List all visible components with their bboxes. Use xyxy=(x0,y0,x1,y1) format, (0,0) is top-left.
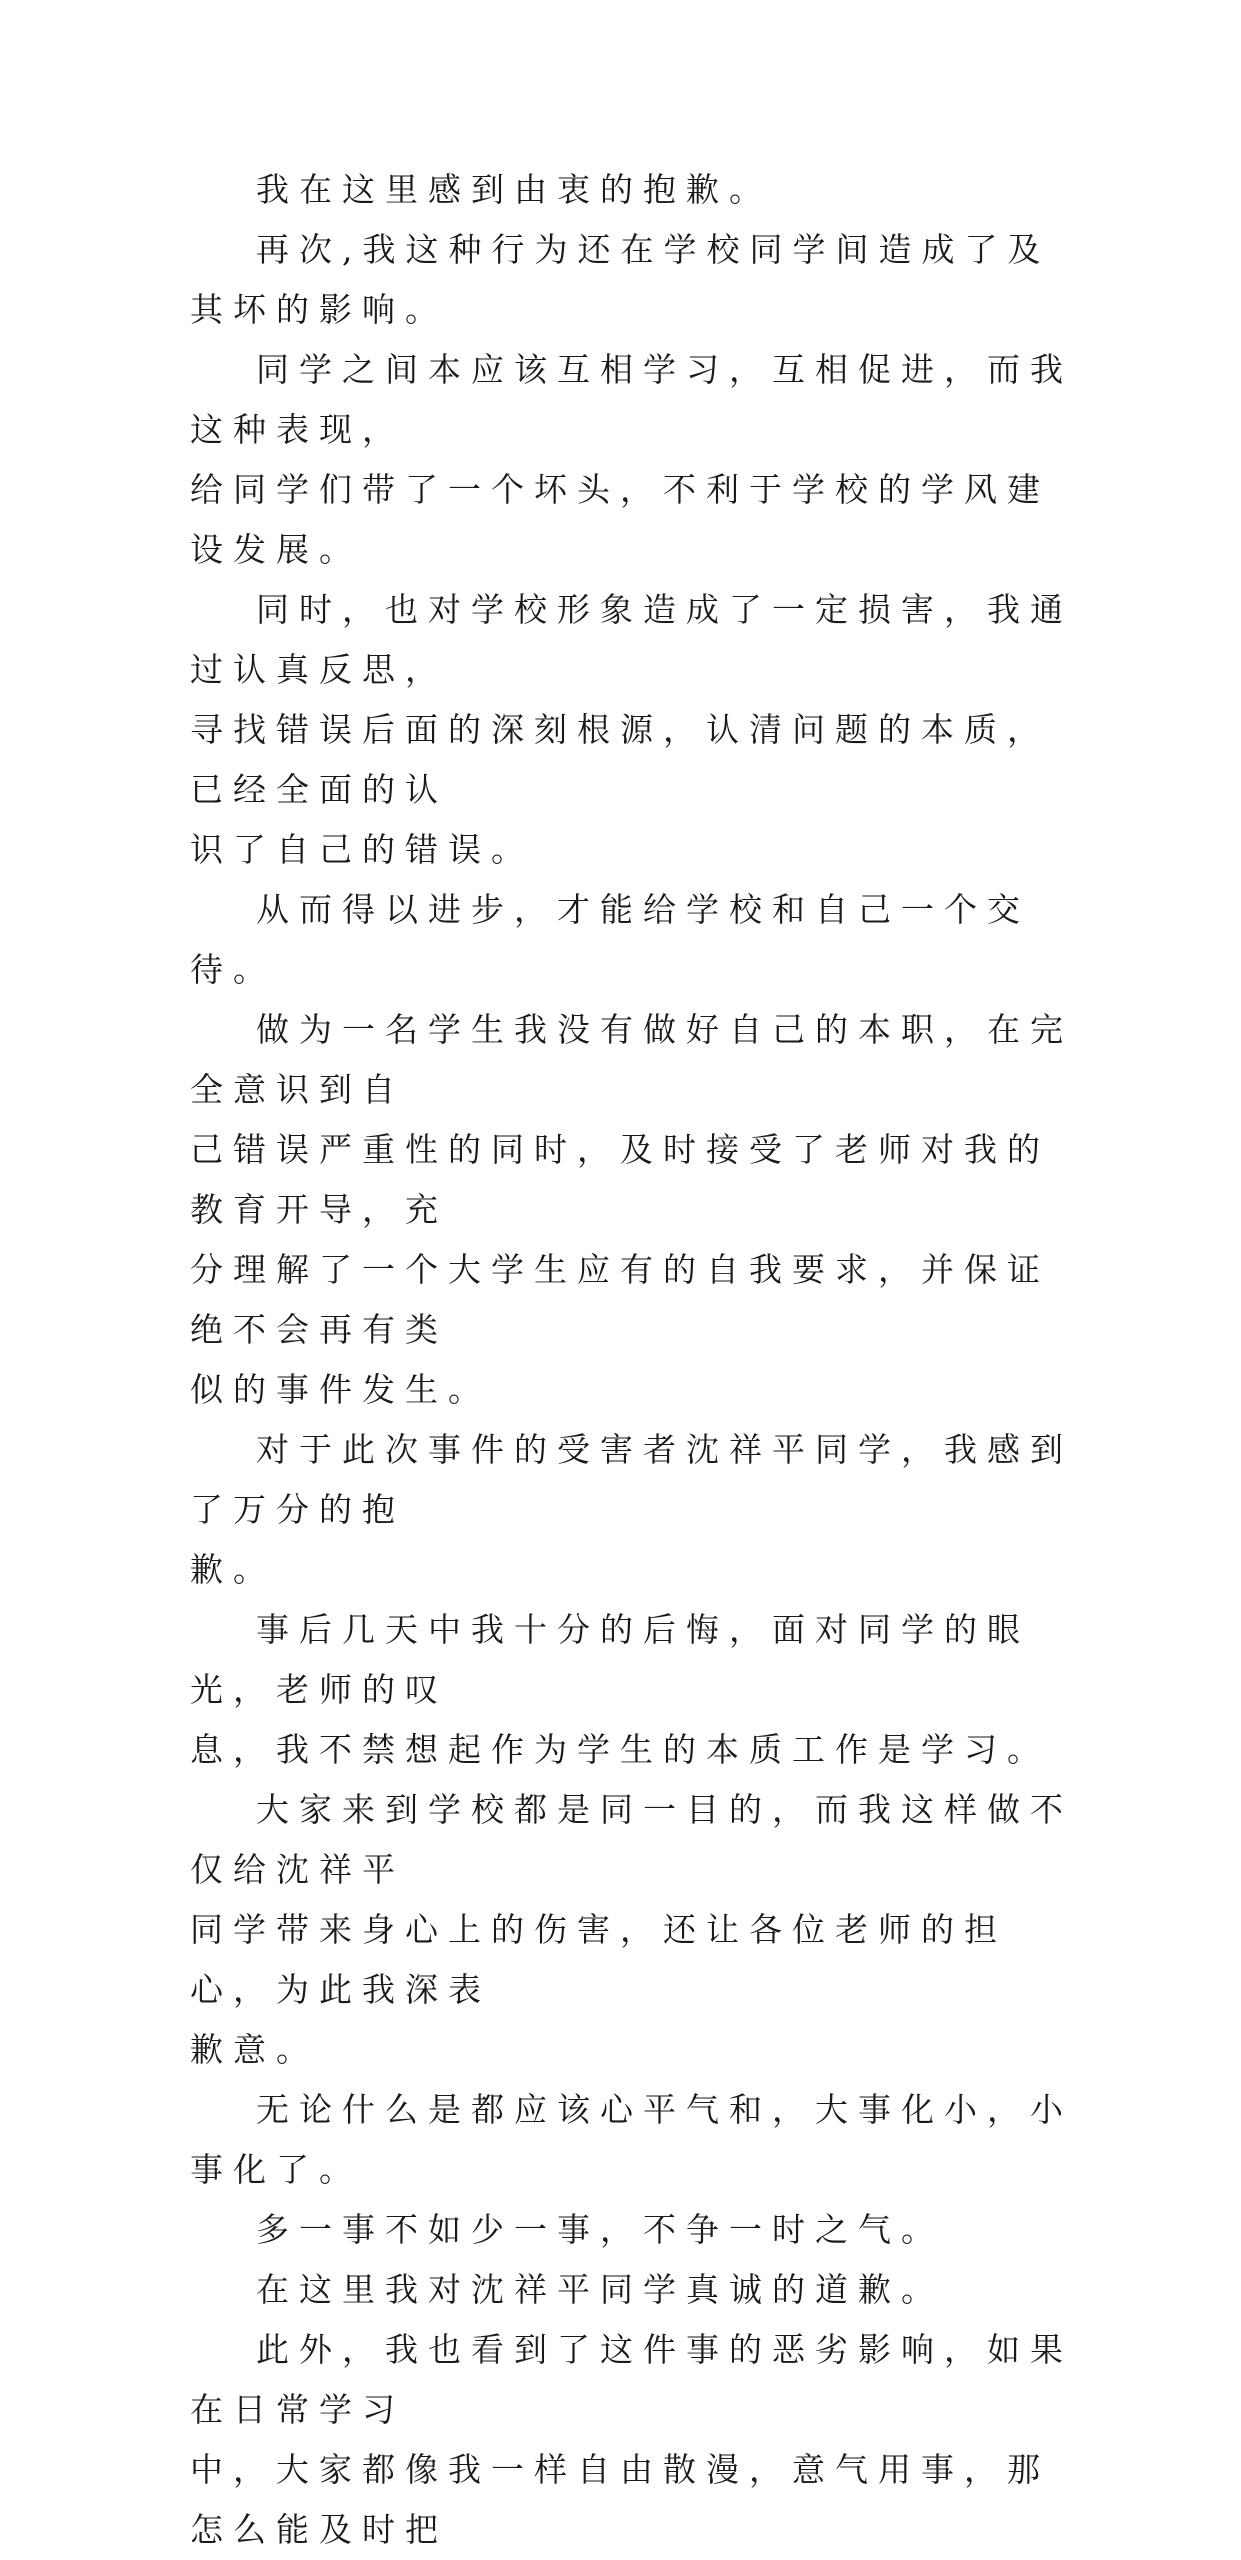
paragraph: 大家来到学校都是同一目的，而我这样做不仅给沈祥平 同学带来身心上的伤害，还让各位老师的担心，为此我深表 歉意。 xyxy=(190,1790,1073,2069)
paragraph: 在这里我对沈祥平同学真诚的道歉。 xyxy=(256,2270,944,2309)
paragraph: 无论什么是都应该心平气和，大事化小，小事化了。 xyxy=(190,2090,1073,2189)
document-body xyxy=(190,160,1080,2560)
paragraph: 再次,我这种行为还在学校同学间造成了及其坏的影响。 xyxy=(190,230,1051,329)
paragraph: 同时，也对学校形象造成了一定损害，我通过认真反思， 寻找错误后面的深刻根源，认清问题的本质，已经全面的认 识了自己的错误。 xyxy=(190,590,1073,869)
paragraph: 我在这里感到由衷的抱歉。 xyxy=(256,170,772,209)
paragraph: 做为一名学生我没有做好自己的本职，在完全意识到自 己错误严重性的同时，及时接受了老师对我的教育开导，充 分理解了一个大学生应有的自我要求，并保证绝不会再有类 似的事件发生。 xyxy=(190,1010,1073,1409)
paragraph: 对于此次事件的受害者沈祥平同学，我感到了万分的抱 歉。 xyxy=(190,1430,1073,1589)
paragraph: 多一事不如少一事，不争一时之气。 xyxy=(256,2210,944,2249)
paragraph: 同学之间本应该互相学习，互相促进，而我这种表现， 给同学们带了一个坏头，不利于学校的学风建设发展。 xyxy=(190,350,1073,569)
paragraph: 从而得以进步，才能给学校和自己一个交待。 xyxy=(190,890,1030,989)
paragraph: 事后几天中我十分的后悔，面对同学的眼光，老师的叹 息，我不禁想起作为学生的本质工作是学习。 xyxy=(190,1610,1050,1769)
paragraph: 此外，我也看到了这件事的恶劣影响，如果在日常学习 中，大家都像我一样自由散漫，意气用事，那怎么能及时把 xyxy=(190,2330,1073,2549)
